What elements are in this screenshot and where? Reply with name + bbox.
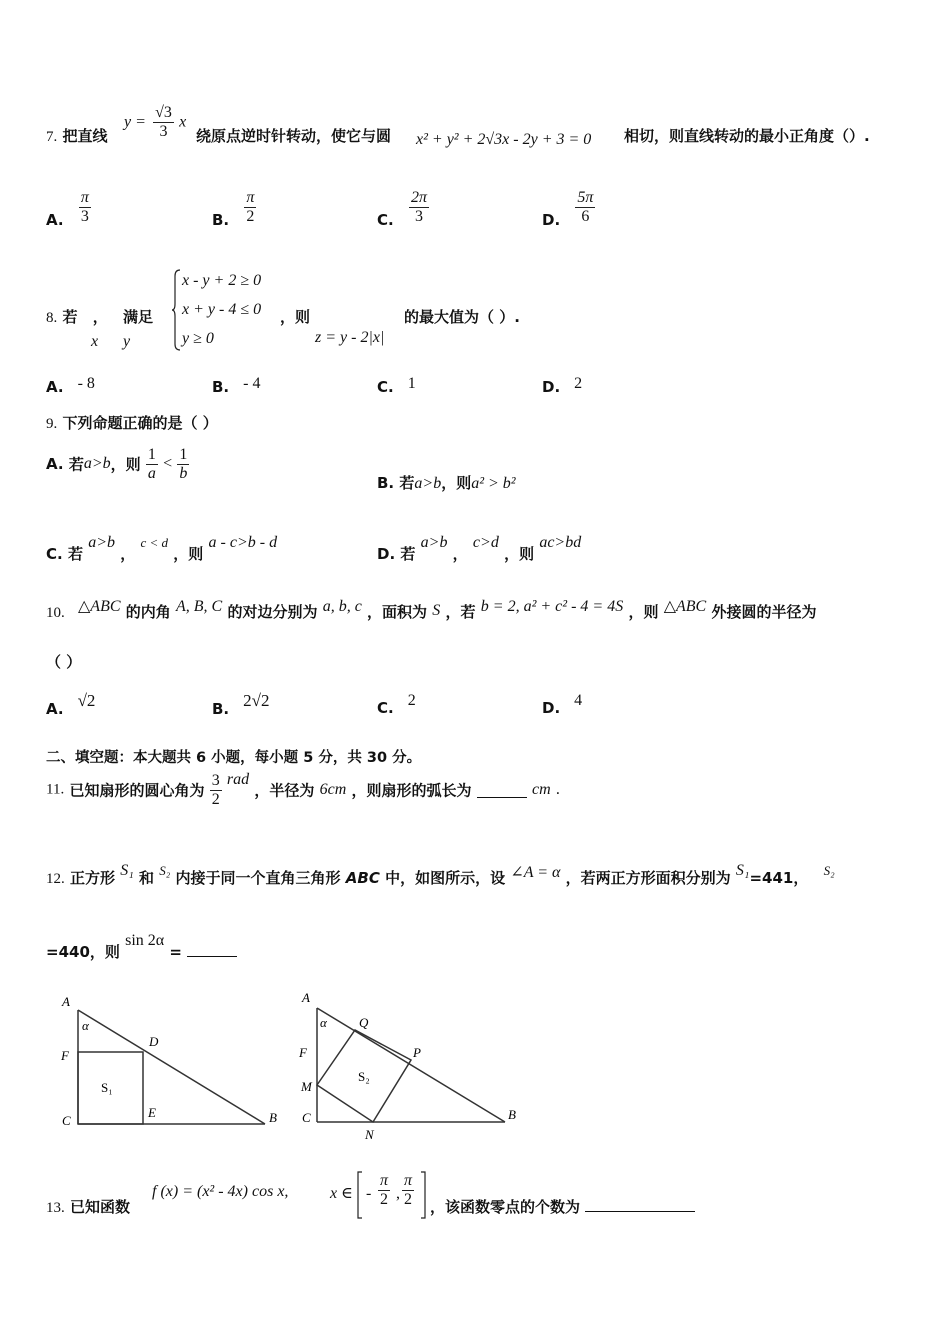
q13-left-bound: $\frac{\pi}{2}$ xyxy=(380,1172,389,1208)
q7-circle-eq: x² + y² + 2√3x - 2y + 3 = 0 xyxy=(416,131,592,148)
q13-end: ，该函数零点的个数为 xyxy=(430,1196,695,1217)
fig1-label-alpha: α xyxy=(82,1018,89,1033)
q9-option-b[interactable]: B. 若a>b，则a² > b² xyxy=(377,474,516,492)
q7-line-lhs: y = xyxy=(124,113,146,131)
q12-figure-2 xyxy=(295,985,530,1145)
q8-var-x: x xyxy=(91,333,99,350)
q12-figure-1 xyxy=(55,990,295,1135)
q11-angle-frac: $\frac{3}{2}$ xyxy=(211,772,220,808)
q7-line-var: x xyxy=(179,113,187,131)
fig1-label-e: E xyxy=(148,1105,156,1120)
q8-var-y: y xyxy=(123,333,131,350)
q8-number: 8. xyxy=(46,310,58,326)
fig2-label-n: N xyxy=(365,1127,374,1142)
q8-then: ，则 xyxy=(280,308,311,326)
q11-answer-blank[interactable] xyxy=(477,783,527,798)
fig2-label-f: F xyxy=(299,1045,307,1060)
q8-stem: 8. 若 ， 满足 xyxy=(46,308,153,326)
q13-neg: - xyxy=(366,1185,372,1202)
q7-text-3: 相切，则直线转动的最小正角度（）. xyxy=(624,127,870,145)
fig1-label-f: F xyxy=(61,1048,69,1063)
q8-end: 的最大值为（ ）. xyxy=(404,308,520,326)
q12-answer-blank[interactable] xyxy=(187,942,237,957)
q10-option-a[interactable]: A. √2 xyxy=(46,691,96,718)
q13-domain: x ∈ xyxy=(330,1185,353,1202)
fig1-hypotenuse xyxy=(78,1010,265,1124)
q7-option-b[interactable]: B. $\frac{\pi}{2}$ xyxy=(212,189,255,229)
q7-mid xyxy=(196,125,391,146)
q7-end xyxy=(624,125,870,146)
q10-option-b[interactable]: B. 2√2 xyxy=(212,691,270,718)
q12-stem-2: =440，则 sin 2α = xyxy=(46,941,237,962)
q7-circle xyxy=(416,130,591,149)
fig1-label-d: D xyxy=(149,1034,159,1049)
fig2-label-m: M xyxy=(301,1079,312,1094)
fig2-label-a: A xyxy=(302,990,310,1005)
q7-line-eq xyxy=(124,104,186,140)
q9-option-a[interactable]: A. 若a>b，则 $\frac{1}{a}$ < $\frac{1}{b}$ xyxy=(46,446,188,482)
q7-text-1: 把直线 xyxy=(62,127,108,145)
section-2-heading: 二、填空题：本大题共 6 小题，每小题 5 分，共 30 分。 xyxy=(46,750,422,766)
fig2-label-p: P xyxy=(413,1045,421,1060)
q8-option-a[interactable]: A. - 8 xyxy=(46,375,95,396)
q8-option-d[interactable]: D. 2 xyxy=(542,375,583,396)
q13-stem: 13. 已知函数 xyxy=(46,1198,130,1216)
q12-stem: 12. 正方形 S₁ 和 S₂ 内接于同一个直角三角形 ABC 中，如图所示，设 ∠A = α ，若两正方形面积分别为 S₁=441， S₂ xyxy=(46,862,835,887)
q10-stem: 10. △ABC 的内角 A, B, C 的对边分别为 a, b, c ，面积为 S ，若 b = 2, a² + c² - 4 = 4S ，则 △ABC 外接圆的半径为 xyxy=(46,598,817,621)
q8-system: x - y + 2 ≥ 0 x + y - 4 ≤ 0 y ≥ 0 xyxy=(182,272,262,347)
q9-stem: 9. 下列命题正确的是（ ） xyxy=(46,414,218,432)
fig1-label-a: A xyxy=(62,994,70,1009)
q9-option-c[interactable]: C. 若 a>b ， c < d ，则 a - c>b - d xyxy=(46,534,278,563)
q8-z-expr: z = y - 2|x| xyxy=(315,329,385,346)
fig1-label-s1: S₁ xyxy=(101,1080,113,1095)
q7-stem xyxy=(46,125,108,146)
q10-paren: （ ） xyxy=(46,653,82,671)
q8-option-b[interactable]: B. - 4 xyxy=(212,375,261,396)
q8-option-c[interactable]: C. 1 xyxy=(377,375,416,396)
q11-stem: 11. 已知扇形的圆心角为 $\frac{3}{2}$ rad ，半径为 6cm ，则扇形的弧长为 cm . xyxy=(46,771,560,808)
fig2-label-q: Q xyxy=(359,1015,369,1030)
q10-option-d[interactable]: D. 4 xyxy=(542,692,583,717)
q13-answer-blank[interactable] xyxy=(585,1197,695,1212)
fig2-label-b: B xyxy=(508,1107,516,1122)
q13-function: f (x) = (x² - 4x) cos x, xyxy=(152,1183,289,1200)
fig1-label-c: C xyxy=(62,1113,71,1128)
q7-text-2: 绕原点逆时针转动，使它与圆 xyxy=(196,127,392,145)
fig2-label-c: C xyxy=(302,1110,311,1125)
q7-option-c[interactable]: C. $\frac{2\pi}{3}$ xyxy=(377,189,427,229)
q13-right-bound: $\frac{\pi}{2}$ xyxy=(404,1172,413,1208)
q9-option-d[interactable]: D. 若 a>b ， c>d ，则 ac>bd xyxy=(377,534,582,563)
q7-number: 7. xyxy=(46,129,58,145)
q7-option-d[interactable]: D. $\frac{5\pi}{6}$ xyxy=(542,189,594,229)
fig1-label-b: B xyxy=(269,1110,277,1125)
q10-option-c[interactable]: C. 2 xyxy=(377,692,416,717)
q7-option-a[interactable]: A. $\frac{\pi}{3}$ xyxy=(46,189,89,229)
fig2-hypotenuse xyxy=(317,1008,505,1122)
q8-system-brace xyxy=(172,268,182,352)
fig2-label-s2: S₂ xyxy=(358,1069,370,1084)
q7-line-frac: $\frac{√3}{3}$ xyxy=(155,104,172,140)
fig2-label-alpha: α xyxy=(320,1015,327,1030)
